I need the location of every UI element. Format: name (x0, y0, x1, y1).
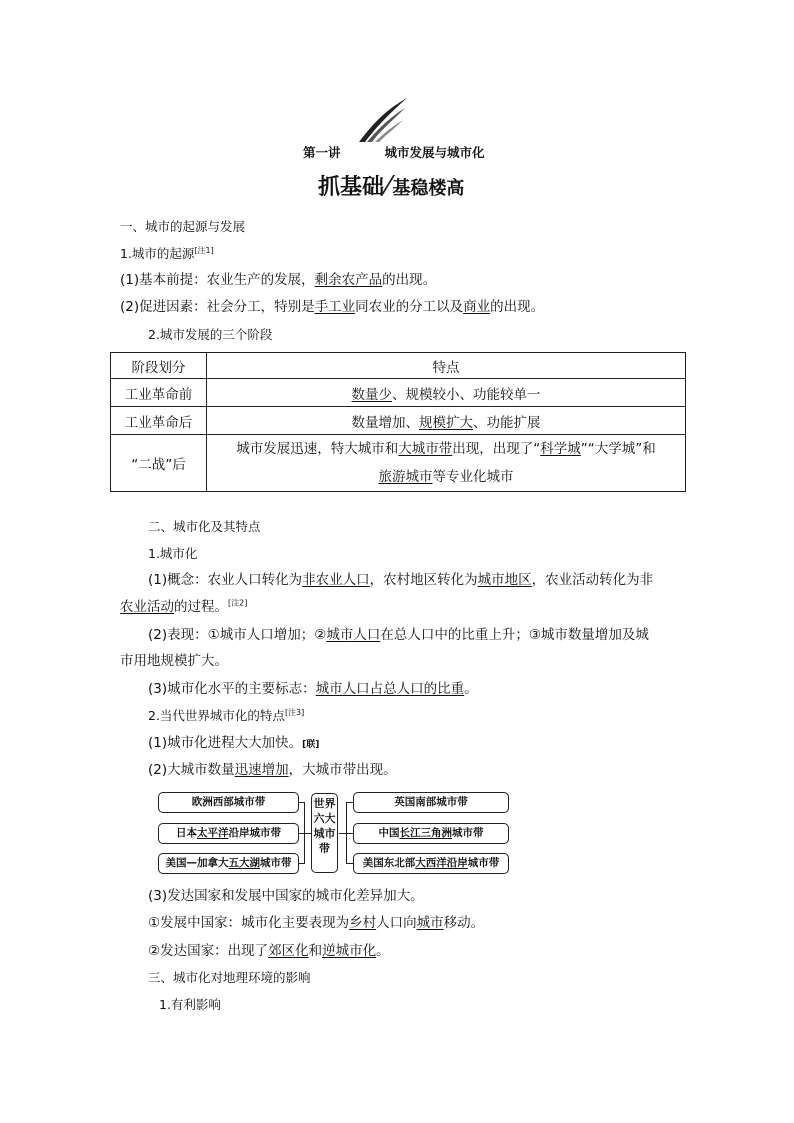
tagline-main: 抓基础 (318, 175, 385, 200)
feature-accelerate: (1)城市化进程大大加快。[联] (148, 735, 320, 751)
stages-subheading: 2.城市发展的三个阶段 (148, 327, 273, 342)
box-japan-pacific: 日本太平洋沿岸城市带 (158, 823, 299, 844)
center-six-megalopolis: 世界 六大 城市 带 (311, 793, 338, 873)
box-europe-west: 欧洲西部城市带 (158, 792, 299, 813)
note-3-marker: [注3] (284, 707, 305, 717)
box-us-canada-lakes: 美国—加拿大五大湖城市带 (158, 853, 299, 874)
table-row (111, 379, 686, 407)
feature-cell: 城市发展迅速，特大城市和大城市带出现，出现了“科学城”“大学城”和 旅游城市等专业化城市 (207, 435, 686, 492)
note-2-marker: [注2] (228, 598, 248, 608)
positive-effects-subheading: 1.有利影响 (159, 997, 221, 1012)
developing-countries: ①发展中国家：城市化主要表现为乡村人口向城市移动。 (148, 915, 485, 931)
features-subheading: 2.当代世界城市化的特点[注3] (148, 707, 305, 723)
manifest-line2: 市用地规模扩大。 (120, 653, 228, 669)
stage-cell: 工业革命前 (111, 379, 207, 407)
concept-line2: 农业活动的过程。[注2] (120, 598, 248, 615)
table-row (111, 435, 686, 492)
stage-cell: “二战”后 (111, 435, 207, 492)
slash-divider-icon: ⁄ (386, 171, 391, 201)
table-header-row (111, 353, 686, 379)
section3-heading: 三、城市化对地理环境的影响 (148, 970, 311, 985)
level-indicator: (3)城市化水平的主要标志：城市人口占总人口的比重。 (148, 681, 478, 697)
tagline-sub: 基稳楼高 (392, 178, 465, 199)
lecture-number: 第一讲 (303, 145, 341, 160)
box-us-northeast-atlantic: 美国东北部大西洋沿岸城市带 (353, 853, 509, 874)
header-cell-feature: 特点 (207, 353, 686, 379)
box-china-yangtze: 中国长江三角洲城市带 (353, 823, 509, 844)
box-uk-south: 英国南部城市带 (353, 792, 509, 813)
link-tag: [联] (302, 740, 320, 750)
note-1-marker: [注1] (194, 245, 214, 255)
feature-cell: 数量少、规模较小、功能较单一 (207, 379, 686, 407)
concept-line1: (1)概念：农业人口转化为非农业人口，农村地区转化为城市地区，农业活动转化为非 (148, 572, 654, 588)
section2-heading: 二、城市化及其特点 (148, 519, 261, 534)
section1-heading: 一、城市的起源与发展 (120, 219, 246, 234)
feature-cell: 数量增加、规模扩大、功能扩展 (207, 407, 686, 435)
stages-table (110, 352, 686, 492)
feature-gap: (3)发达国家和发展中国家的城市化差异加大。 (148, 888, 424, 904)
table-row (111, 407, 686, 435)
stage-cell: 工业革命后 (111, 407, 207, 435)
origin-premise: (1)基本前提：农业生产的发展，剩余农产品的出现。 (120, 272, 437, 288)
origin-subheading: 1.城市的起源[注1] (120, 245, 214, 261)
header-cell-stage: 阶段划分 (111, 353, 207, 379)
lesson-heading (303, 143, 485, 161)
origin-factors: (2)促进因素：社会分工，特别是手工业同农业的分工以及商业的出现。 (120, 299, 545, 315)
feature-bigcities: (2)大城市数量迅速增加，大城市带出现。 (148, 762, 397, 778)
lesson-title: 城市发展与城市化 (384, 145, 485, 160)
swoosh-logo-icon (357, 96, 409, 144)
urbanization-subheading: 1.城市化 (148, 546, 198, 561)
developed-countries: ②发达国家：出现了郊区化和逆城市化。 (148, 943, 390, 959)
section-tagline (318, 172, 464, 203)
manifest-line1: (2)表现：①城市人口增加；②城市人口在总人口中的比重上升；③城市数量增加及城 (148, 627, 649, 643)
